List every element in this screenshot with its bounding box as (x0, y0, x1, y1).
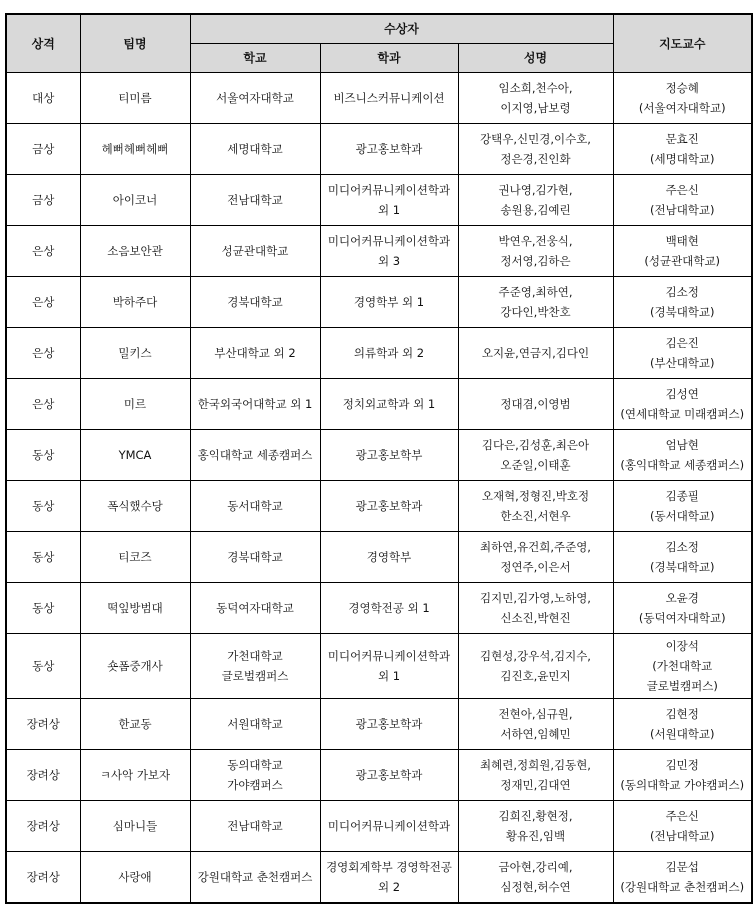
cell-team: 심마니들 (80, 801, 190, 852)
cell-names: 김다은,김성훈,최은아 오준일,이태훈 (458, 430, 613, 481)
cell-names: 주준영,최하연, 강다인,박찬호 (458, 277, 613, 328)
table-row (6, 124, 752, 175)
cell-names: 강택우,신민경,이수호, 정은경,진인화 (458, 124, 613, 175)
cell-team: 소음보안관 (80, 226, 190, 277)
cell-team: 폭식했수당 (80, 481, 190, 532)
cell-team: 숏폼중개사 (80, 634, 190, 699)
cell-dept: 미디어커뮤니케이션학과 외 3 (320, 226, 458, 277)
cell-advisor: 정승혜 (서울여자대학교) (613, 73, 752, 124)
cell-school: 세명대학교 (190, 124, 320, 175)
cell-names: 김희진,황현정, 황유진,임백 (458, 801, 613, 852)
table-row (6, 226, 752, 277)
cell-dept: 광고홍보학과 (320, 699, 458, 750)
cell-names: 박연우,전웅식, 정서영,김하은 (458, 226, 613, 277)
cell-award: 장려상 (6, 852, 80, 903)
cell-advisor: 백태현 (성균관대학교) (613, 226, 752, 277)
cell-names: 최혜련,정희원,김동현, 정재민,김대연 (458, 750, 613, 801)
cell-school: 전남대학교 (190, 801, 320, 852)
header-names: 성명 (458, 44, 613, 73)
cell-team: 박하주다 (80, 277, 190, 328)
cell-advisor: 주은신 (전남대학교) (613, 801, 752, 852)
cell-award: 금상 (6, 124, 80, 175)
cell-award: 은상 (6, 277, 80, 328)
cell-names: 정대겸,이영범 (458, 379, 613, 430)
table-row (6, 328, 752, 379)
table-row (6, 73, 752, 124)
cell-dept: 미디어커뮤니케이션학과 외 1 (320, 634, 458, 699)
cell-award: 금상 (6, 175, 80, 226)
cell-team: 떡잎방범대 (80, 583, 190, 634)
cell-school: 가천대학교 글로벌캠퍼스 (190, 634, 320, 699)
cell-advisor: 김현정 (서원대학교) (613, 699, 752, 750)
cell-team: 티코즈 (80, 532, 190, 583)
cell-school: 경북대학교 (190, 532, 320, 583)
cell-names: 오재혁,정형진,박호정 한소진,서현우 (458, 481, 613, 532)
cell-dept: 정치외교학과 외 1 (320, 379, 458, 430)
cell-school: 전남대학교 (190, 175, 320, 226)
cell-advisor: 김소정 (경북대학교) (613, 532, 752, 583)
table-row (6, 583, 752, 634)
table-row (6, 175, 752, 226)
cell-names: 임소희,천수아, 이지영,남보령 (458, 73, 613, 124)
table-row (6, 481, 752, 532)
table-row (6, 852, 752, 903)
cell-dept: 경영학부 (320, 532, 458, 583)
cell-school: 경북대학교 (190, 277, 320, 328)
table-row (6, 277, 752, 328)
cell-school: 한국외국어대학교 외 1 (190, 379, 320, 430)
header-advisor: 지도교수 (613, 14, 752, 73)
cell-dept: 경영학전공 외 1 (320, 583, 458, 634)
cell-school: 서울여자대학교 (190, 73, 320, 124)
table-row (6, 801, 752, 852)
header-winners: 수상자 (190, 14, 613, 44)
cell-award: 장려상 (6, 699, 80, 750)
cell-advisor: 주은신 (전남대학교) (613, 175, 752, 226)
cell-advisor: 김종필 (동서대학교) (613, 481, 752, 532)
cell-school: 동덕여자대학교 (190, 583, 320, 634)
header-award: 상격 (6, 14, 80, 73)
header-dept: 학과 (320, 44, 458, 73)
cell-names: 최하연,유건희,주준영, 정연주,이은서 (458, 532, 613, 583)
table-row (6, 634, 752, 699)
cell-dept: 비즈니스커뮤니케이션 (320, 73, 458, 124)
cell-advisor: 김은진 (부산대학교) (613, 328, 752, 379)
table-row (6, 430, 752, 481)
cell-award: 은상 (6, 226, 80, 277)
cell-dept: 경영회계학부 경영학전공 외 2 (320, 852, 458, 903)
table-row (6, 532, 752, 583)
cell-school: 홍익대학교 세종캠퍼스 (190, 430, 320, 481)
header-team: 팀명 (80, 14, 190, 73)
cell-advisor: 오윤경 (동덕여자대학교) (613, 583, 752, 634)
cell-award: 대상 (6, 73, 80, 124)
cell-award: 동상 (6, 481, 80, 532)
cell-award: 동상 (6, 583, 80, 634)
cell-award: 은상 (6, 379, 80, 430)
cell-advisor: 김민정 (동의대학교 가야캠퍼스) (613, 750, 752, 801)
cell-dept: 경영학부 외 1 (320, 277, 458, 328)
cell-award: 동상 (6, 430, 80, 481)
cell-team: 헤뻐헤뻐헤뻐 (80, 124, 190, 175)
cell-school: 동서대학교 (190, 481, 320, 532)
cell-school: 부산대학교 외 2 (190, 328, 320, 379)
cell-advisor: 문효진 (세명대학교) (613, 124, 752, 175)
table-row (6, 699, 752, 750)
table-row (6, 750, 752, 801)
cell-award: 장려상 (6, 801, 80, 852)
cell-school: 강원대학교 춘천캠퍼스 (190, 852, 320, 903)
cell-award: 동상 (6, 532, 80, 583)
table-row (6, 379, 752, 430)
cell-advisor: 엄남현 (홍익대학교 세종캠퍼스) (613, 430, 752, 481)
cell-dept: 미디어커뮤니케이션학과 (320, 801, 458, 852)
cell-names: 김지민,김가영,노하영, 신소진,박현진 (458, 583, 613, 634)
cell-team: 미르 (80, 379, 190, 430)
cell-team: YMCA (80, 430, 190, 481)
cell-team: 사랑애 (80, 852, 190, 903)
cell-dept: 미디어커뮤니케이션학과 외 1 (320, 175, 458, 226)
cell-advisor: 이장석 (가천대학교 글로벌캠퍼스) (613, 634, 752, 699)
cell-team: 티미름 (80, 73, 190, 124)
cell-school: 동의대학교 가야캠퍼스 (190, 750, 320, 801)
cell-advisor: 김문섭 (강원대학교 춘천캠퍼스) (613, 852, 752, 903)
awards-table (5, 13, 753, 904)
cell-names: 김현성,강우석,김지수, 김진호,윤민지 (458, 634, 613, 699)
cell-award: 장려상 (6, 750, 80, 801)
cell-names: 금아현,강리예, 심정현,허수연 (458, 852, 613, 903)
cell-advisor: 김소정 (경북대학교) (613, 277, 752, 328)
cell-award: 은상 (6, 328, 80, 379)
cell-dept: 광고홍보학부 (320, 430, 458, 481)
cell-team: ㅋ사악 가보자 (80, 750, 190, 801)
cell-dept: 광고홍보학과 (320, 750, 458, 801)
cell-dept: 광고홍보학과 (320, 124, 458, 175)
cell-dept: 광고홍보학과 (320, 481, 458, 532)
header-school: 학교 (190, 44, 320, 73)
cell-school: 성균관대학교 (190, 226, 320, 277)
cell-team: 아이코너 (80, 175, 190, 226)
cell-names: 권나영,김가현, 송원용,김예린 (458, 175, 613, 226)
cell-names: 전현아,심규원, 서하연,임혜민 (458, 699, 613, 750)
cell-school: 서원대학교 (190, 699, 320, 750)
cell-names: 오지윤,연금지,김다인 (458, 328, 613, 379)
cell-team: 한교동 (80, 699, 190, 750)
cell-award: 동상 (6, 634, 80, 699)
cell-dept: 의류학과 외 2 (320, 328, 458, 379)
cell-advisor: 김성연 (연세대학교 미래캠퍼스) (613, 379, 752, 430)
cell-team: 밀키스 (80, 328, 190, 379)
